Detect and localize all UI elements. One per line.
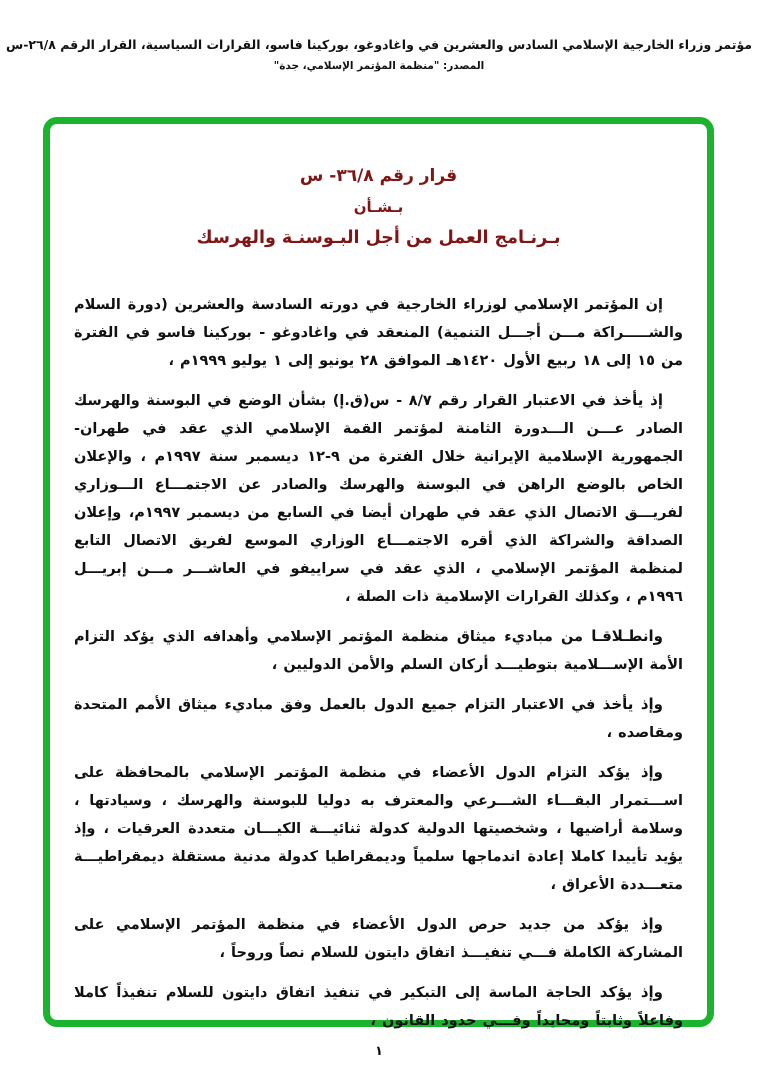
paragraph-text: من مباديء ميثاق منظمة المؤتمر الإسلامي وأهدافه الذي يؤكد التزام الأمة الإســـلامية بتوطيـــد أركان السلم والأمن الدوليين ، <box>74 629 683 673</box>
paragraph-text: إن المؤتمر الإسلامي لوزراء الخارجية في دورته السادسة والعشرين (دورة السلام والشـــــراكة مـــن أجـــل التنمية) المنعقد في واغادوغو - بوركينا فاسو في الفترة من ١٥ إلى ١٨ ربيع الأول ١٤٢٠هـ الموافق ٢٨ يونيو إلى ١ يوليو ١٩٩٩م ، <box>74 297 683 369</box>
body-paragraph <box>74 622 683 679</box>
paragraph-lead: وإذ يأخذ <box>602 695 663 713</box>
paragraph-lead: إذ يأخذ <box>612 391 663 409</box>
body-paragraph <box>74 386 683 611</box>
body-paragraph <box>74 290 683 375</box>
paragraph-text: في الاعتبار التزام جميع الدول بالعمل وفق مباديء ميثاق الأمم المتحدة ومقاصده ، <box>74 697 683 741</box>
source-attribution-line: المصدر: "منظمة المؤتمر الإسلامي، جدة" <box>273 59 485 72</box>
paragraph-text: في الاعتبار القرار رقم ٨/٧ - س(ق.إ) بشأن الوضع في البوسنة والهرسك الصادر عـــن الـــدورة الثامنة لمؤتمر القمة الإسلامي الذي عقد في طهران- الجمهورية الإسلامية الإيرانية خلال الفترة من ٩-١٢ ديسمبر سنة ١٩٩٧م ، والإعلان الخاص بالوضع الراهن في البوسنة والهرسك والصادر عن الاجتمـــاع الـــوزاري لفريـــق الاتصال الذي عقد في طهران أيضا في السابع من ديسمبر ١٩٩٧م، وإعلان الصداقة والشراكة الذي أقره الاجتمـــاع الوزاري الموسع لفريق الاتصال التابع لمنظمة المؤتمر الإسلامي ، الذي عقد في سراييفو في العاشـــر مـــن إبريـــل ١٩٩٦م ، وكذلك القرارات الإسلامية ذات الصلة ، <box>74 393 683 605</box>
paragraph-lead: وإذ يؤكد <box>599 983 664 1001</box>
paragraph-text: التزام الدول الأعضاء في منظمة المؤتمر الإسلامي بالمحافظة على اســـتمرار البقـــاء الشـــرعي والمعترف به دوليا للبوسنة والهرسك ، وسيادتها ، وسلامة أراضيها ، وشخصيتها الدولية كدولة ثنائيـــة الكيـــان متعددة العرقيات ، وإذ يؤيد تأييدا كاملا إعادة اندماجها سلمياً وديمقراطيا كدولة مدنية مستقلة ديمقراطيـــة متعـــددة الأعراق ، <box>74 765 683 893</box>
resolution-subject-label: بـشـأن <box>353 198 404 216</box>
paragraph-lead: وإذ يؤكد <box>597 763 663 781</box>
body-paragraph <box>74 690 683 747</box>
paragraph-text: الحاجة الماسة إلى التبكير في تنفيذ اتفاق دايتون للسلام تنفيذاً كاملا وفاعلاً وثابتاً ومحايداً وفـــي حدود القانون ، <box>74 985 683 1029</box>
paragraph-lead: وانطـلاقـا <box>591 627 663 645</box>
body-paragraph <box>74 978 683 1035</box>
body-paragraph <box>74 758 683 899</box>
resolution-subject-title: بـرنـامج العمل من أجل البـوسنـة والهرسك <box>196 228 561 248</box>
green-border-frame <box>43 117 714 1027</box>
page-number: ١ <box>375 1044 383 1059</box>
resolution-body <box>74 290 683 1035</box>
paragraph-lead: وإذ يؤكد <box>596 915 664 933</box>
resolution-title-block <box>74 166 683 248</box>
paragraph-text: من جديد حرص الدول الأعضاء في منظمة المؤتمر الإسلامي على المشاركة الكاملة فـــي تنفيـــذ اتفاق دايتون للسلام نصاً وروحاً ، <box>74 917 683 961</box>
resolution-content <box>50 124 707 1035</box>
source-header-line: مؤتمر وزراء الخارجية الإسلامي السادس والعشرين في واغادوغو، بوركينا فاسو، القرارات السياسية، القرار الرقم ٢٦/٨-س <box>5 37 753 52</box>
resolution-number-title: قرار رقم ٣٦/٨- س <box>299 166 458 186</box>
body-paragraph <box>74 910 683 967</box>
document-header <box>0 0 758 72</box>
